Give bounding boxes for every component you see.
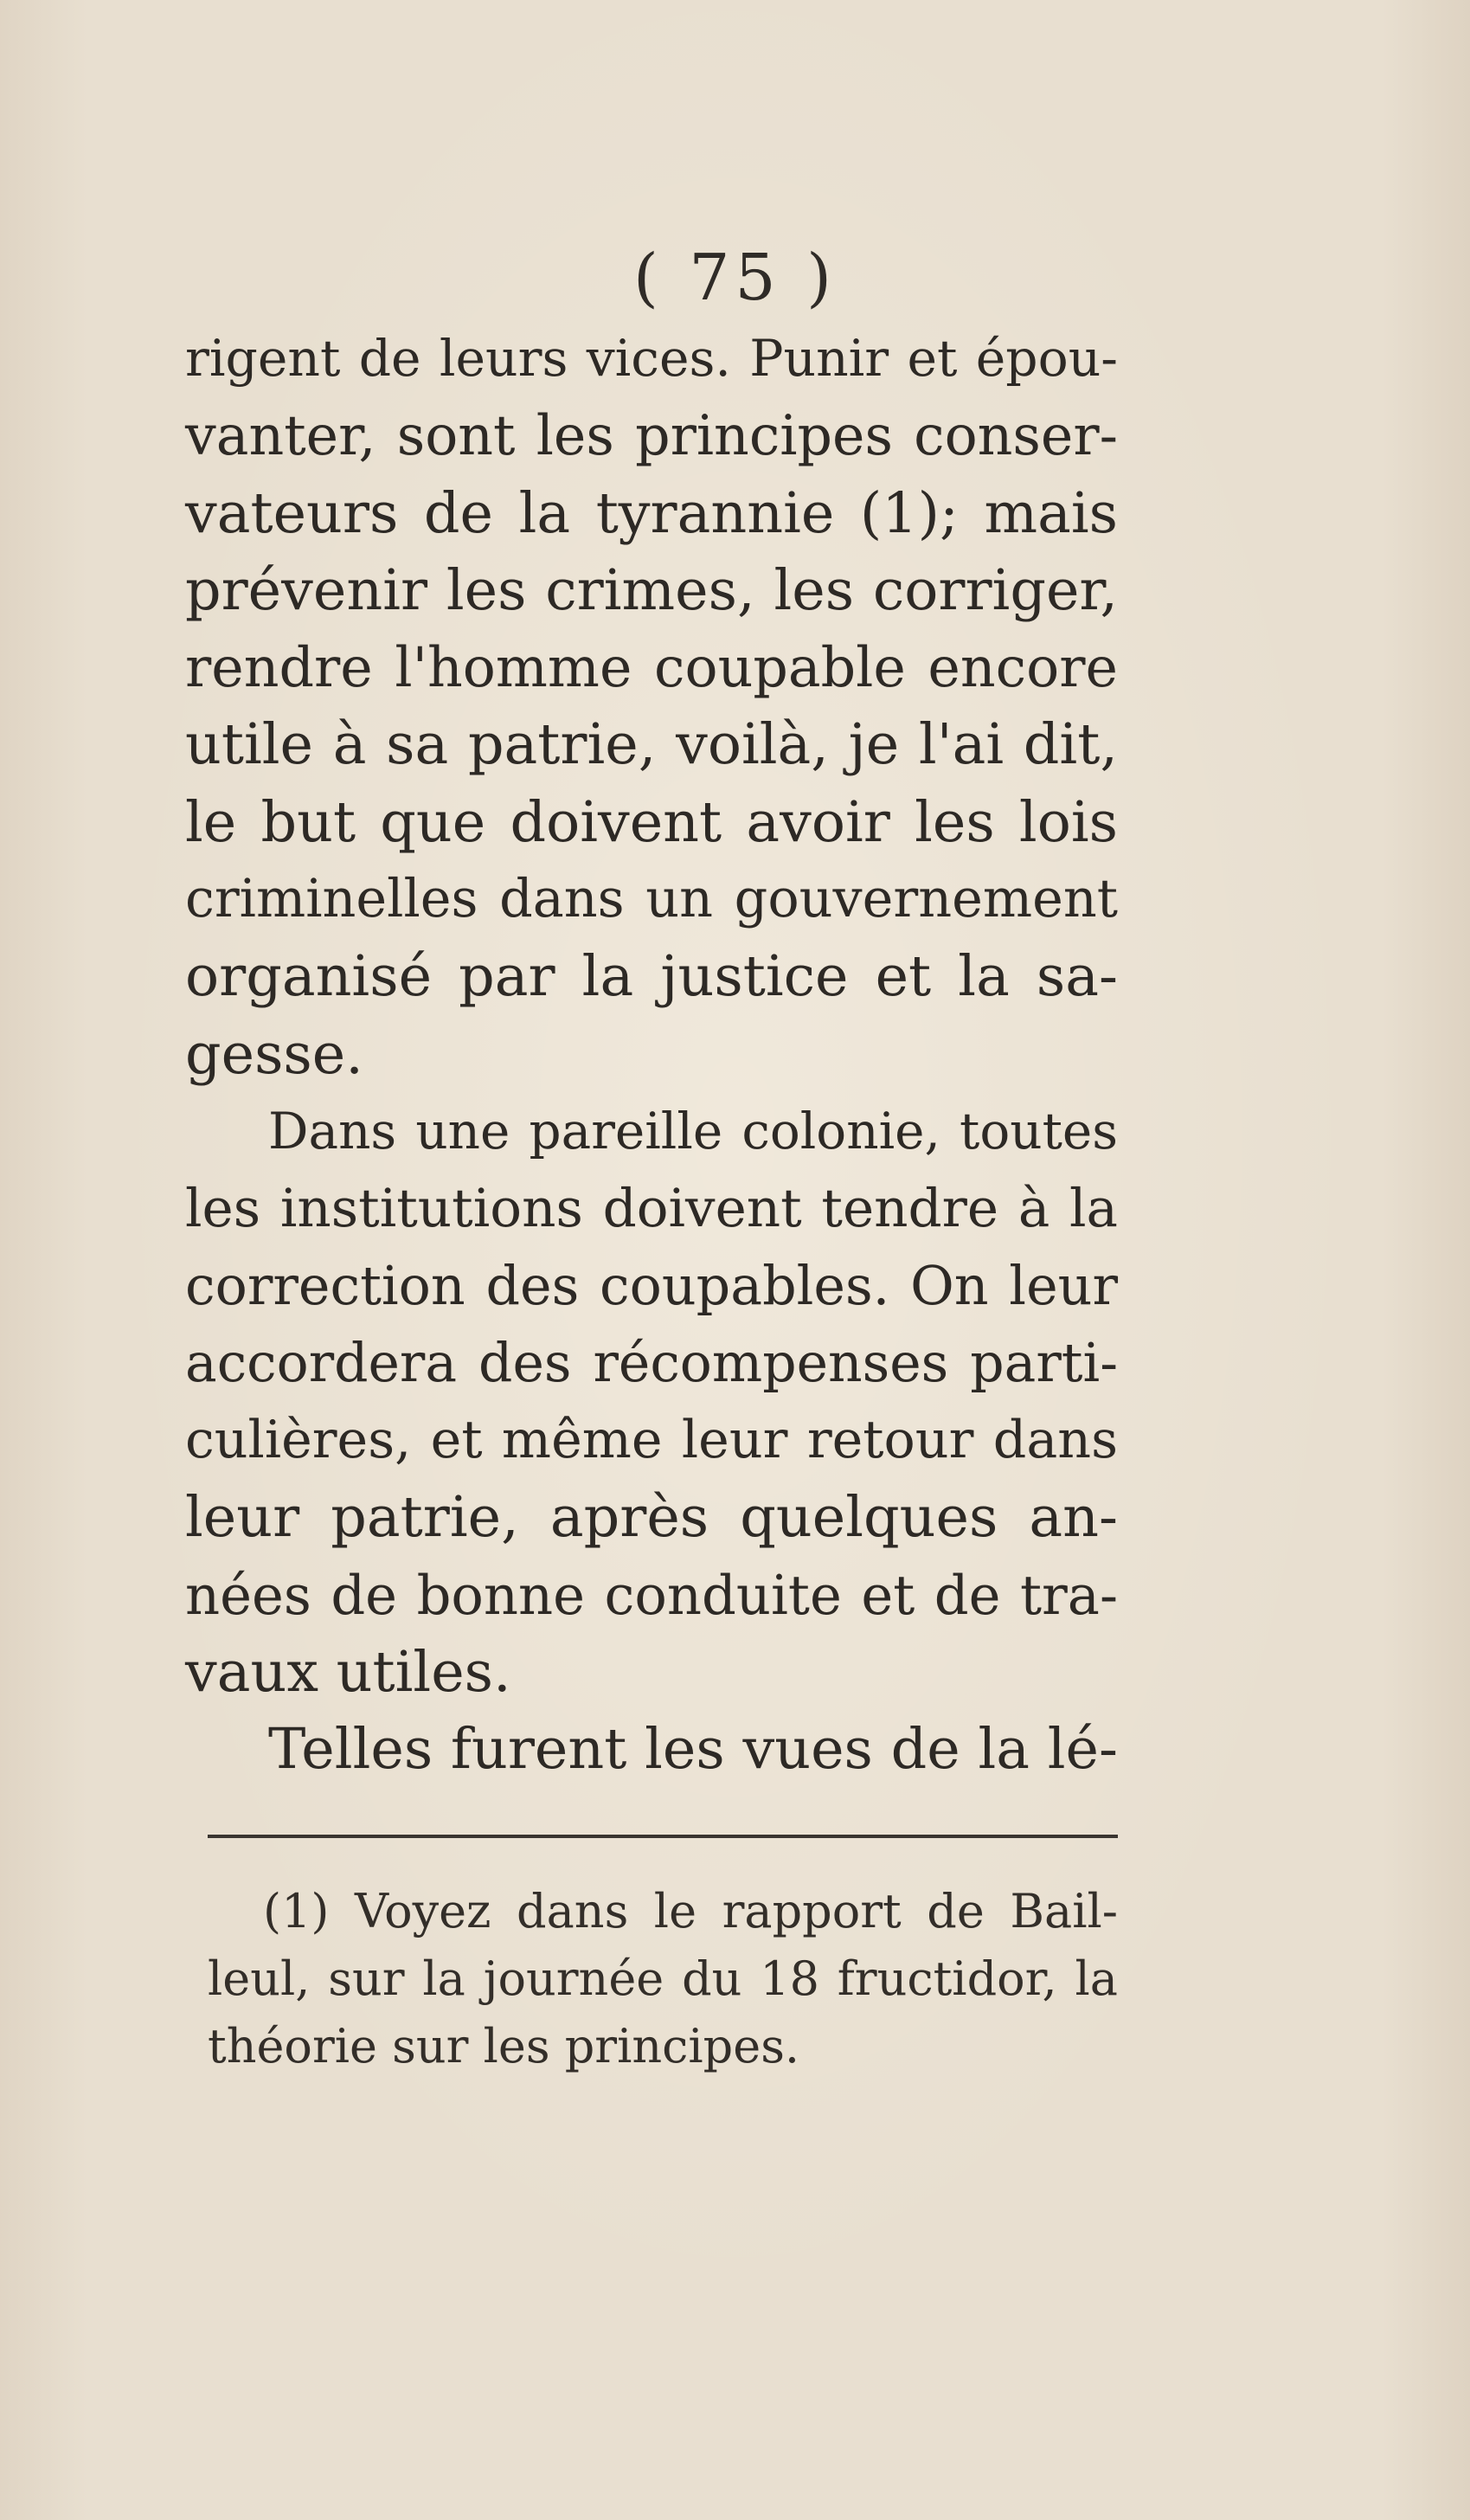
footnote-line: théorie sur les principes. xyxy=(208,2019,800,2073)
text-line: vaux utiles. xyxy=(185,1640,511,1706)
text-line: utile à sa patrie, voilà, je l'ai dit, xyxy=(185,712,1118,778)
footnote-line: (1) Voyez dans le rapport de Bail- xyxy=(263,1884,1118,1938)
text-line: prévenir les crimes, les corriger, xyxy=(185,557,1118,623)
text-line: criminelles dans un gouvernement xyxy=(185,869,1118,930)
page-number: ( 75 ) xyxy=(633,241,837,315)
paragraph-start-line: Telles furent les vues de la lé- xyxy=(268,1717,1118,1783)
text-line: correction des coupables. On leur xyxy=(185,1254,1118,1317)
text-line: gesse. xyxy=(185,1021,363,1087)
footnote-line: leul, sur la journée du 18 fructidor, la xyxy=(208,1951,1118,2006)
text-line: les institutions doivent tendre à la xyxy=(185,1178,1118,1240)
text-line: organisé par la justice et la sa- xyxy=(185,944,1118,1010)
footnote-divider xyxy=(208,1835,1118,1838)
text-line: vanter, sont les principes conser- xyxy=(185,403,1118,468)
text-line: accordera des récompenses parti- xyxy=(185,1331,1118,1394)
paragraph-start-line: Dans une pareille colonie, toutes xyxy=(268,1101,1118,1160)
text-line: rigent de leurs vices. Punir et épou- xyxy=(185,329,1118,388)
text-line: leur patrie, après quelques an- xyxy=(185,1485,1118,1551)
text-line: nées de bonne conduite et de tra- xyxy=(185,1563,1118,1627)
text-line: vateurs de la tyrannie (1); mais xyxy=(185,480,1118,546)
text-line: culières, et même leur retour dans xyxy=(185,1410,1118,1471)
text-line: le but que doivent avoir les lois xyxy=(185,789,1118,855)
footnote xyxy=(208,1878,1118,2080)
main-text xyxy=(185,320,1118,1789)
text-line: rendre l'homme coupable encore xyxy=(185,635,1118,700)
